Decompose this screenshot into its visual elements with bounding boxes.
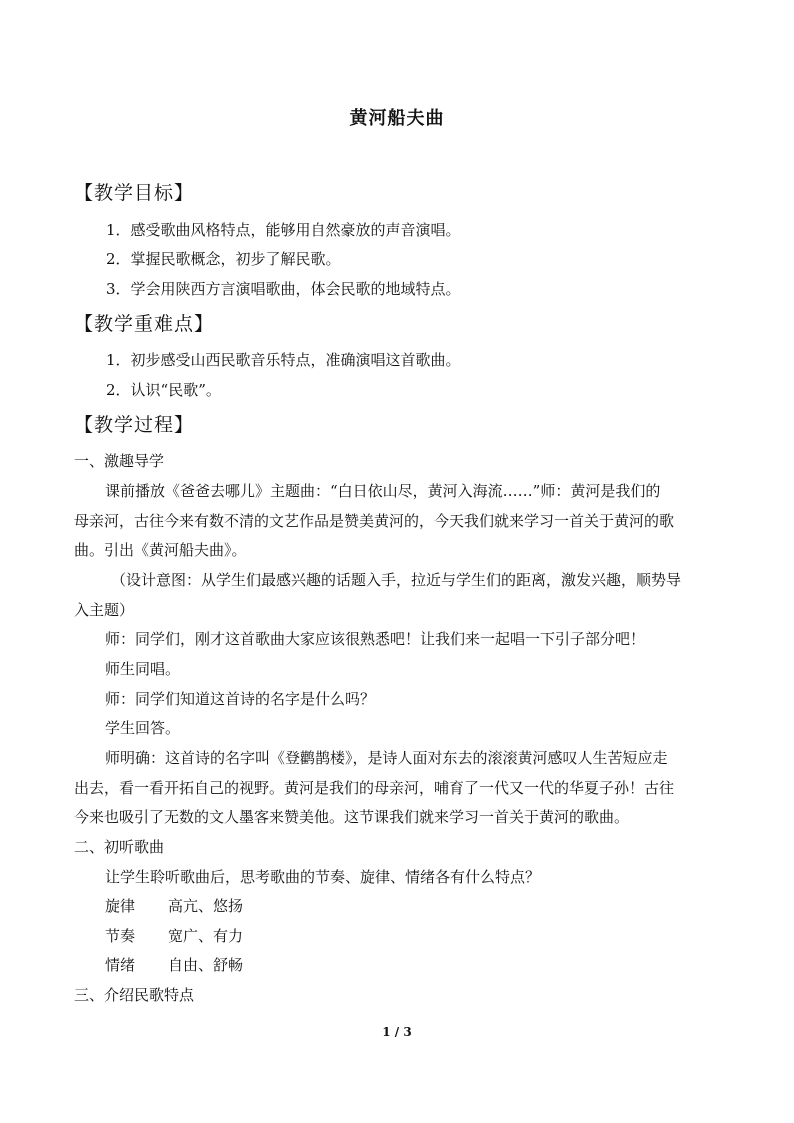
teacher-clarify-line-1: 师明确：这首诗的名字叫《登鹳鹊楼》，是诗人面对东去的滚滚黄河感叹人生苦短应走 — [105, 749, 668, 767]
page-number: 1 / 3 — [382, 1025, 412, 1039]
listening-question: 让学生聆听歌曲后，思考歌曲的节奏、旋律、情绪各有什么特点？ — [105, 868, 541, 886]
feature-desc-rhythm: 宽广、有力 — [168, 927, 244, 945]
student-answer-line: 学生回答。 — [105, 719, 181, 737]
section-1-paragraph-1-line-1: 课前播放《爸爸去哪儿》主题曲：“白日依山尽，黄河入海流……”师：黄河是我们的 — [105, 482, 661, 500]
objective-item-1: 1．感受歌曲风格特点，能够用自然豪放的声音演唱。 — [106, 221, 461, 239]
section-1-paragraph-1-line-3: 曲。引出《黄河船夫曲》。 — [74, 541, 247, 559]
sing-together-line: 师生同唱。 — [105, 660, 181, 678]
feature-term-rhythm: 节奏 — [105, 927, 136, 945]
design-intent-line-2: 入主题） — [74, 601, 135, 619]
teacher-question-line: 师：同学们知道这首诗的名字是什么吗？ — [105, 690, 376, 708]
document-title: 黄河船夫曲 — [349, 108, 445, 129]
section-2-title: 二、初听歌曲 — [74, 838, 165, 856]
objectives-heading: 【教学目标】 — [74, 182, 195, 204]
section-3-title: 三、介绍民歌特点 — [74, 986, 195, 1004]
process-heading: 【教学过程】 — [74, 414, 195, 436]
teacher-clarify-line-3: 今来也吸引了无数的文人墨客来赞美他。这节课我们就来学习一首关于黄河的歌曲。 — [74, 808, 630, 826]
key-point-item-1: 1．初步感受山西民歌音乐特点，准确演唱这首歌曲。 — [106, 351, 461, 369]
feature-desc-mood: 自由、舒畅 — [168, 956, 244, 974]
teacher-line-1: 师：同学们，刚才这首歌曲大家应该很熟悉吧！让我们来一起唱一下引子部分吧！ — [105, 630, 646, 648]
key-points-heading: 【教学重难点】 — [74, 313, 215, 335]
design-intent-line-1: （设计意图：从学生们最感兴趣的话题入手，拉近与学生们的距离，激发兴趣，顺势导 — [111, 571, 682, 589]
key-point-item-2: 2．认识“民歌”。 — [106, 381, 221, 399]
section-1-paragraph-1-line-2: 母亲河，古往今来有数不清的文艺作品是赞美黄河的，今天我们就来学习一首关于黄河的歌 — [74, 512, 675, 530]
feature-desc-melody: 高亢、悠扬 — [168, 897, 244, 915]
teacher-clarify-line-2: 出去，看一看开拓自己的视野。黄河是我们的母亲河，哺育了一代又一代的华夏子孙！古往 — [74, 779, 675, 797]
feature-term-melody: 旋律 — [105, 897, 136, 915]
objective-item-2: 2．掌握民歌概念，初步了解民歌。 — [106, 250, 341, 268]
section-1-title: 一、激趣导学 — [74, 452, 165, 470]
objective-item-3: 3．学会用陕西方言演唱歌曲，体会民歌的地域特点。 — [106, 280, 461, 298]
feature-term-mood: 情绪 — [105, 956, 136, 974]
